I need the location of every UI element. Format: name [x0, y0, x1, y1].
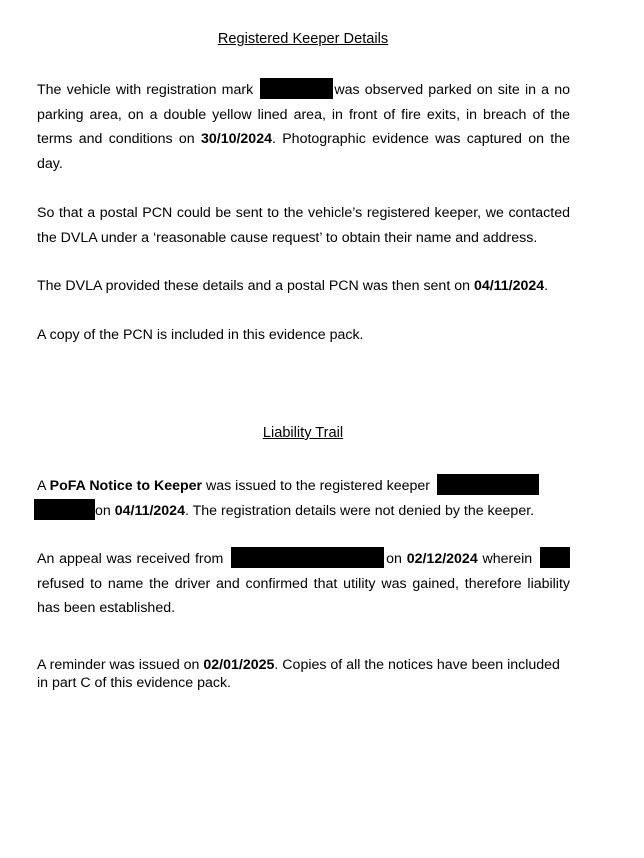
- text-segment: on: [95, 502, 111, 519]
- text-segment: .: [544, 278, 549, 294]
- redacted-appellant-name: [231, 547, 384, 568]
- text-segment: . The registration details were not denied by the keeper.: [184, 502, 535, 519]
- liability-paragraph-notice: [37, 474, 585, 523]
- notice-type: PoFA Notice to Keeper: [49, 478, 203, 494]
- redacted-keeper-name-cont: [34, 499, 95, 520]
- appeal-date: 02/12/2024: [406, 551, 478, 567]
- text-segment: on: [386, 551, 402, 567]
- liability-paragraph-appeal: [37, 547, 570, 621]
- keeper-paragraph-observation: [37, 78, 570, 176]
- redacted-keeper-name: [437, 474, 539, 495]
- text-segment: An appeal was received from: [37, 551, 224, 567]
- redacted-registration: [260, 78, 333, 99]
- offence-date: 30/10/2024: [200, 131, 272, 147]
- text-segment: was issued to the registered keeper: [206, 478, 430, 494]
- text-segment: A reminder was issued on: [37, 657, 200, 673]
- text-segment: The vehicle with registration mark: [37, 82, 254, 98]
- keeper-paragraph-dvla-request: So that a postal PCN could be sent to the vehicle’s registered keeper, we contacted the DVLA under a ‘reasonable cause request’ to obtain their name and address.: [37, 205, 570, 246]
- keeper-paragraph-pcn-sent: [37, 274, 570, 299]
- reminder-date: 02/01/2025: [203, 657, 275, 673]
- keeper-details-heading: Registered Keeper Details: [217, 31, 389, 47]
- text-segment: wherein: [482, 551, 533, 567]
- text-segment: . Copies of all the notices have been included in part C of this evidence pack.: [37, 657, 560, 691]
- text-segment: A: [37, 478, 46, 494]
- notice-issued-date: 04/11/2024: [114, 502, 185, 519]
- text-segment: . Photographic evidence was captured on the day.: [37, 131, 570, 172]
- redacted-appellant-ref: [540, 547, 570, 568]
- keeper-paragraph-pcn-copy: A copy of the PCN is included in this evidence pack.: [37, 327, 364, 343]
- text-segment: The DVLA provided these details and a postal PCN was then sent on: [37, 278, 470, 294]
- liability-paragraph-reminder: [37, 657, 570, 692]
- liability-trail-heading: Liability Trail: [262, 425, 344, 441]
- text-segment: refused to name the driver and confirmed that utility was gained, therefore liability has been established.: [37, 575, 570, 616]
- pcn-sent-date: 04/11/2024: [473, 278, 545, 294]
- text-segment: was observed parked on site in a no parking area, on a double yellow lined area, in front of fire exits, in breach of the terms and conditions on: [37, 82, 571, 147]
